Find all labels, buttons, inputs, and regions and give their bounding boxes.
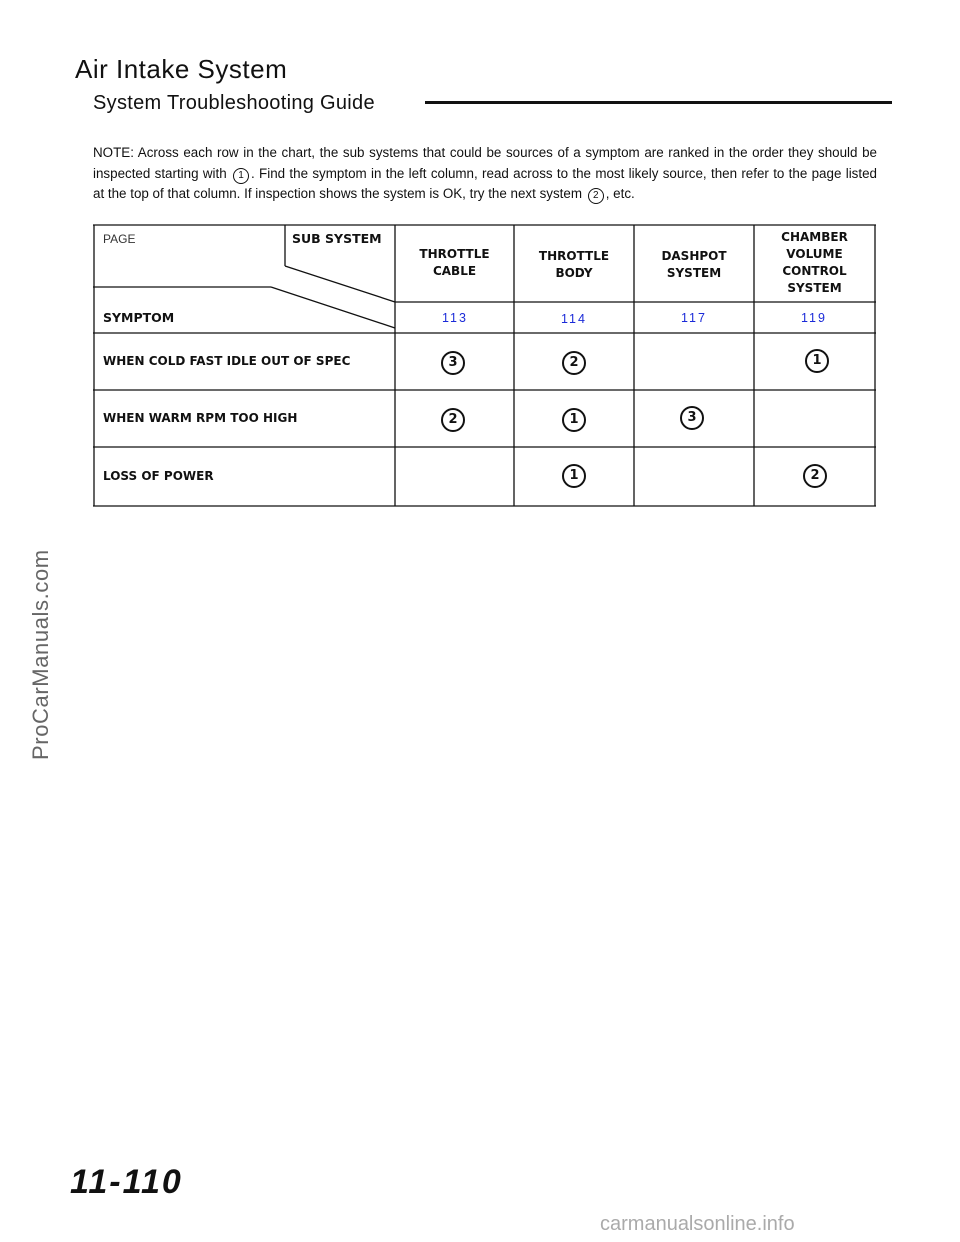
rank-badge: 2 [441, 408, 465, 432]
column-header-line: VOLUME [786, 247, 843, 261]
circled-number-2: 2 [588, 188, 604, 204]
page-ref-117: 117 [681, 311, 707, 325]
troubleshooting-table [93, 224, 876, 507]
page-label: PAGE [103, 232, 136, 246]
column-header-line: THROTTLE [419, 247, 490, 261]
sub-system-label: SUB SYSTEM [292, 231, 382, 246]
note-text-2: . Find the symptom in the left column, read across to the most likely source, then refer to the page listed at the top of that column. If inspection shows the system is OK, try the next system [93, 165, 877, 201]
column-header-line: CABLE [432, 264, 477, 278]
note-text-1: NOTE: Across each row in the chart, the sub systems that could be sources of a symptom are ranked in the order they should be inspected starting with [93, 145, 877, 181]
rank-badge: 1 [562, 408, 586, 432]
symptom-label: SYMPTOM [103, 310, 175, 325]
note-paragraph [93, 143, 877, 205]
column-header-dashpot-system [634, 248, 754, 282]
symptom-cold-fast-idle: WHEN COLD FAST IDLE OUT OF SPEC [103, 354, 351, 368]
rank-badge: 2 [562, 351, 586, 375]
footer-watermark: carmanualsonline.info [600, 1213, 795, 1235]
page-ref-113: 113 [442, 311, 468, 325]
rank-badge: 1 [562, 464, 586, 488]
column-header-line: CONTROL [782, 264, 847, 278]
symptom-warm-rpm-high: WHEN WARM RPM TOO HIGH [103, 411, 298, 425]
rank-badge: 3 [680, 406, 704, 430]
section-subtitle: System Troubleshooting Guide [93, 92, 375, 114]
symptom-loss-of-power: LOSS OF POWER [103, 469, 214, 483]
column-header-line: SYSTEM [666, 266, 722, 280]
page-number: 11-110 [70, 1163, 183, 1201]
page-ref-114: 114 [561, 312, 587, 326]
rank-badge: 3 [441, 351, 465, 375]
page-ref-119: 119 [801, 311, 827, 325]
note-text-3: , etc. [605, 186, 635, 201]
watermark: ProCarManuals.com [28, 549, 53, 760]
column-header-throttle-cable [395, 246, 514, 280]
column-header-chamber-volume-control-system [754, 229, 875, 297]
column-header-throttle-body [514, 248, 634, 282]
column-header-line: DASHPOT [661, 249, 727, 263]
rank-badge: 2 [803, 464, 827, 488]
column-header-line: SYSTEM [787, 281, 842, 295]
column-header-line: THROTTLE [538, 249, 610, 263]
column-header-line: BODY [555, 266, 593, 280]
circled-number-1: 1 [233, 168, 249, 184]
page-title: Air Intake System [75, 54, 288, 84]
column-header-line: CHAMBER [781, 230, 848, 244]
rank-badge: 1 [805, 349, 829, 373]
subtitle-rule [425, 101, 892, 104]
